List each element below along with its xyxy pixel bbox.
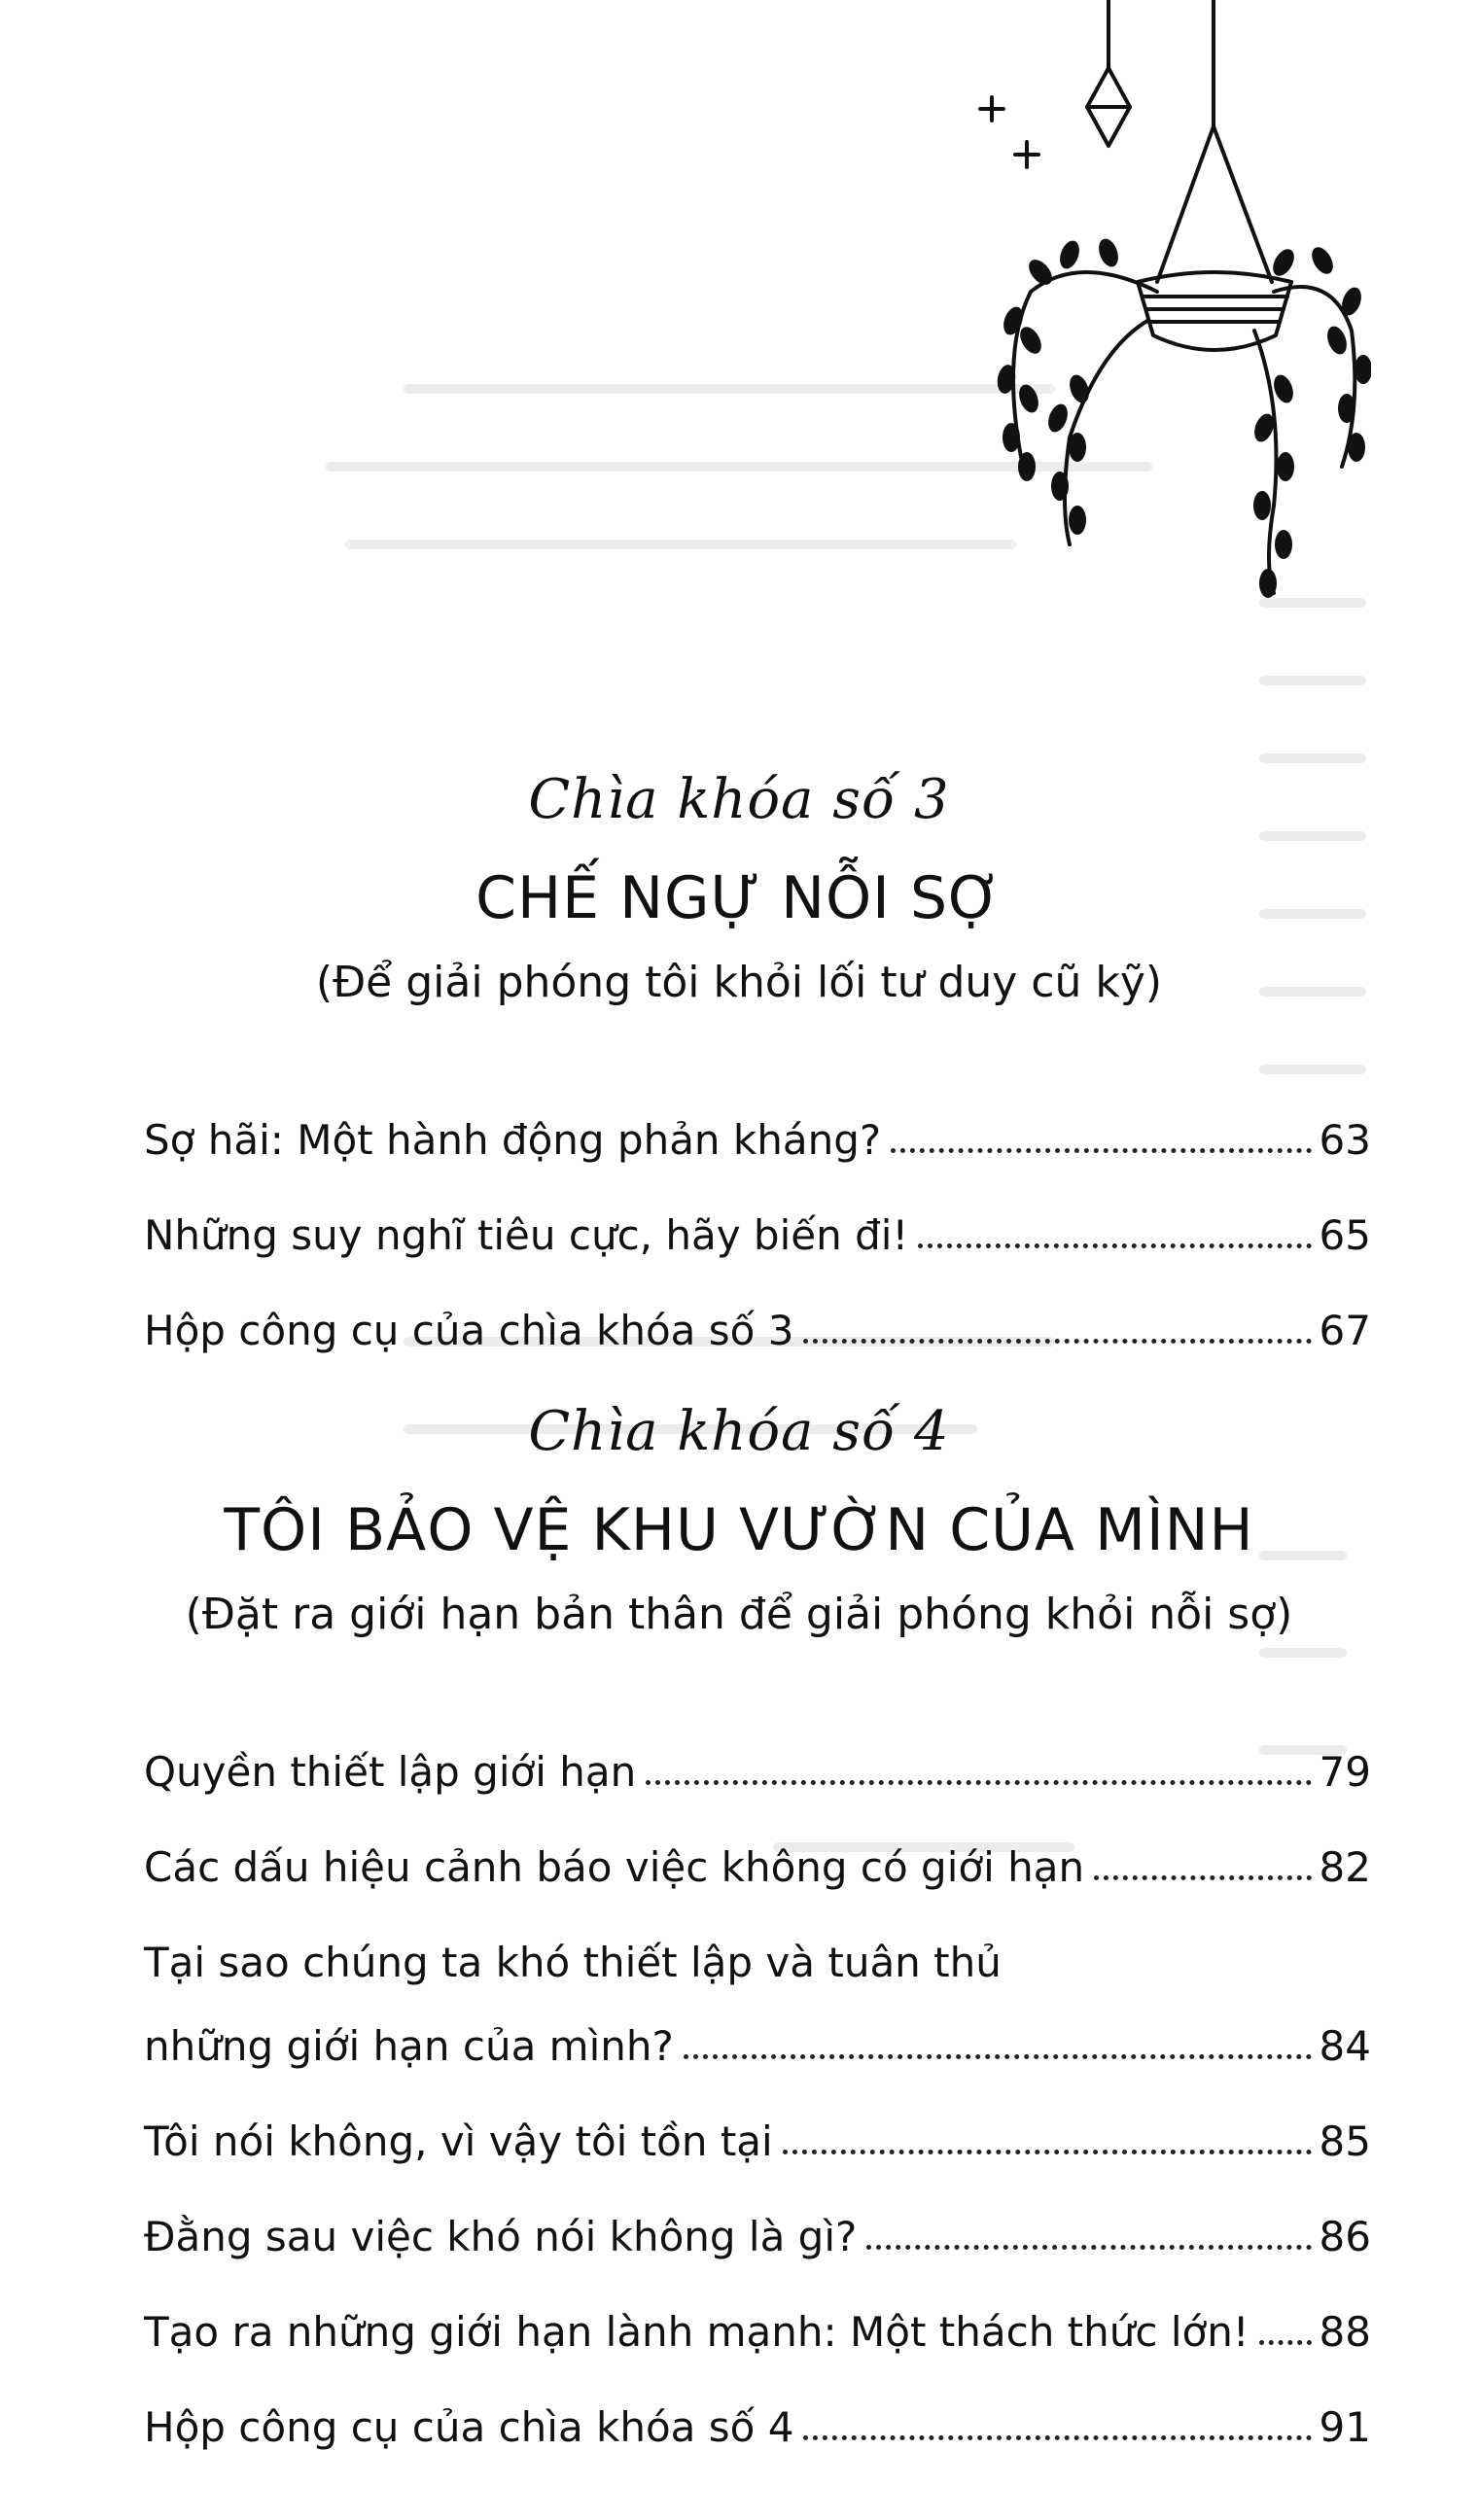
toc-entry[interactable] bbox=[144, 1701, 1371, 1797]
toc-entry-title: Quyền thiết lập giới hạn bbox=[144, 1747, 637, 1796]
toc-entry-page: 67 bbox=[1319, 1306, 1371, 1354]
dot-leader bbox=[918, 1243, 1311, 1248]
dot-leader bbox=[803, 1339, 1311, 1344]
toc-entry[interactable] bbox=[144, 2357, 1371, 2452]
dot-leader bbox=[803, 2435, 1311, 2440]
dot-leader bbox=[783, 2150, 1312, 2154]
toc-entry[interactable] bbox=[144, 1165, 1371, 1260]
toc-entry-page: 84 bbox=[1319, 2021, 1371, 2070]
toc-entry[interactable] bbox=[144, 1260, 1371, 1355]
toc-entry-page: 63 bbox=[1319, 1115, 1371, 1164]
toc-entry-page: 91 bbox=[1319, 2402, 1371, 2451]
section-header-key-4 bbox=[0, 1400, 1478, 1639]
toc-entry-page: 86 bbox=[1319, 2212, 1371, 2260]
section-title: CHẾ NGỰ NỖI SỢ bbox=[475, 864, 1003, 932]
toc-entry[interactable] bbox=[144, 2166, 1371, 2261]
toc-entry-page: 79 bbox=[1319, 1747, 1371, 1796]
section-title: TÔI BẢO VỆ KHU VƯỜN CỦA MÌNH bbox=[224, 1496, 1254, 1564]
toc-entry-page: 85 bbox=[1319, 2117, 1371, 2165]
toc-entry[interactable] bbox=[144, 1797, 1371, 1892]
toc-entry-title: Các dấu hiệu cảnh báo việc không có giới hạn bbox=[144, 1842, 1085, 1891]
section-subtitle: (Đặt ra giới hạn bản thân để giải phóng khỏi nỗi sợ) bbox=[185, 1590, 1293, 1639]
toc-entry-title: Những suy nghĩ tiêu cực, hãy biến đi! bbox=[144, 1210, 909, 1259]
toc-entry[interactable] bbox=[144, 1069, 1371, 1165]
dot-leader bbox=[1259, 2340, 1312, 2345]
toc-entry-page: 88 bbox=[1319, 2307, 1371, 2356]
dot-leader bbox=[866, 2245, 1311, 2250]
toc-list-key-4 bbox=[144, 1701, 1371, 2452]
dot-leader bbox=[891, 1148, 1311, 1153]
key-label: Chìa khóa số 4 bbox=[528, 1400, 950, 1463]
toc-list-key-3 bbox=[144, 1069, 1371, 1355]
toc-entry-title: Đằng sau việc khó nói không là gì? bbox=[144, 2212, 858, 2260]
toc-entry-title: Tôi nói không, vì vậy tôi tồn tại bbox=[144, 2117, 773, 2165]
toc-entry-title: Tạo ra những giới hạn lành mạnh: Một thách thức lớn! bbox=[144, 2307, 1249, 2356]
toc-entry-title: Sợ hãi: Một hành động phản kháng? bbox=[144, 1115, 882, 1164]
key-label: Chìa khóa số 3 bbox=[528, 768, 950, 831]
toc-entry-title: Hộp công cụ của chìa khóa số 4 bbox=[144, 2402, 794, 2451]
toc-entry[interactable] bbox=[144, 2071, 1371, 2166]
toc-entry[interactable] bbox=[144, 2261, 1371, 2357]
hanging-plant-icon bbox=[963, 0, 1371, 603]
toc-entry[interactable] bbox=[144, 1892, 1371, 1987]
toc-entry-page: 65 bbox=[1319, 1210, 1371, 1259]
toc-entry-page: 82 bbox=[1319, 1842, 1371, 1891]
dot-leader bbox=[684, 2054, 1312, 2059]
dot-leader bbox=[646, 1780, 1311, 1785]
dot-leader bbox=[1094, 1875, 1311, 1880]
toc-entry-title: Hộp công cụ của chìa khóa số 3 bbox=[144, 1306, 794, 1354]
toc-entry-title-continuation: những giới hạn của mình? bbox=[144, 2021, 674, 2070]
toc-entry-title: Tại sao chúng ta khó thiết lập và tuân thủ bbox=[144, 1938, 1002, 1986]
toc-entry-continuation[interactable] bbox=[144, 1987, 1371, 2071]
section-subtitle: (Để giải phóng tôi khỏi lối tư duy cũ kỹ) bbox=[315, 958, 1163, 1007]
section-header-key-3 bbox=[0, 768, 1478, 1007]
